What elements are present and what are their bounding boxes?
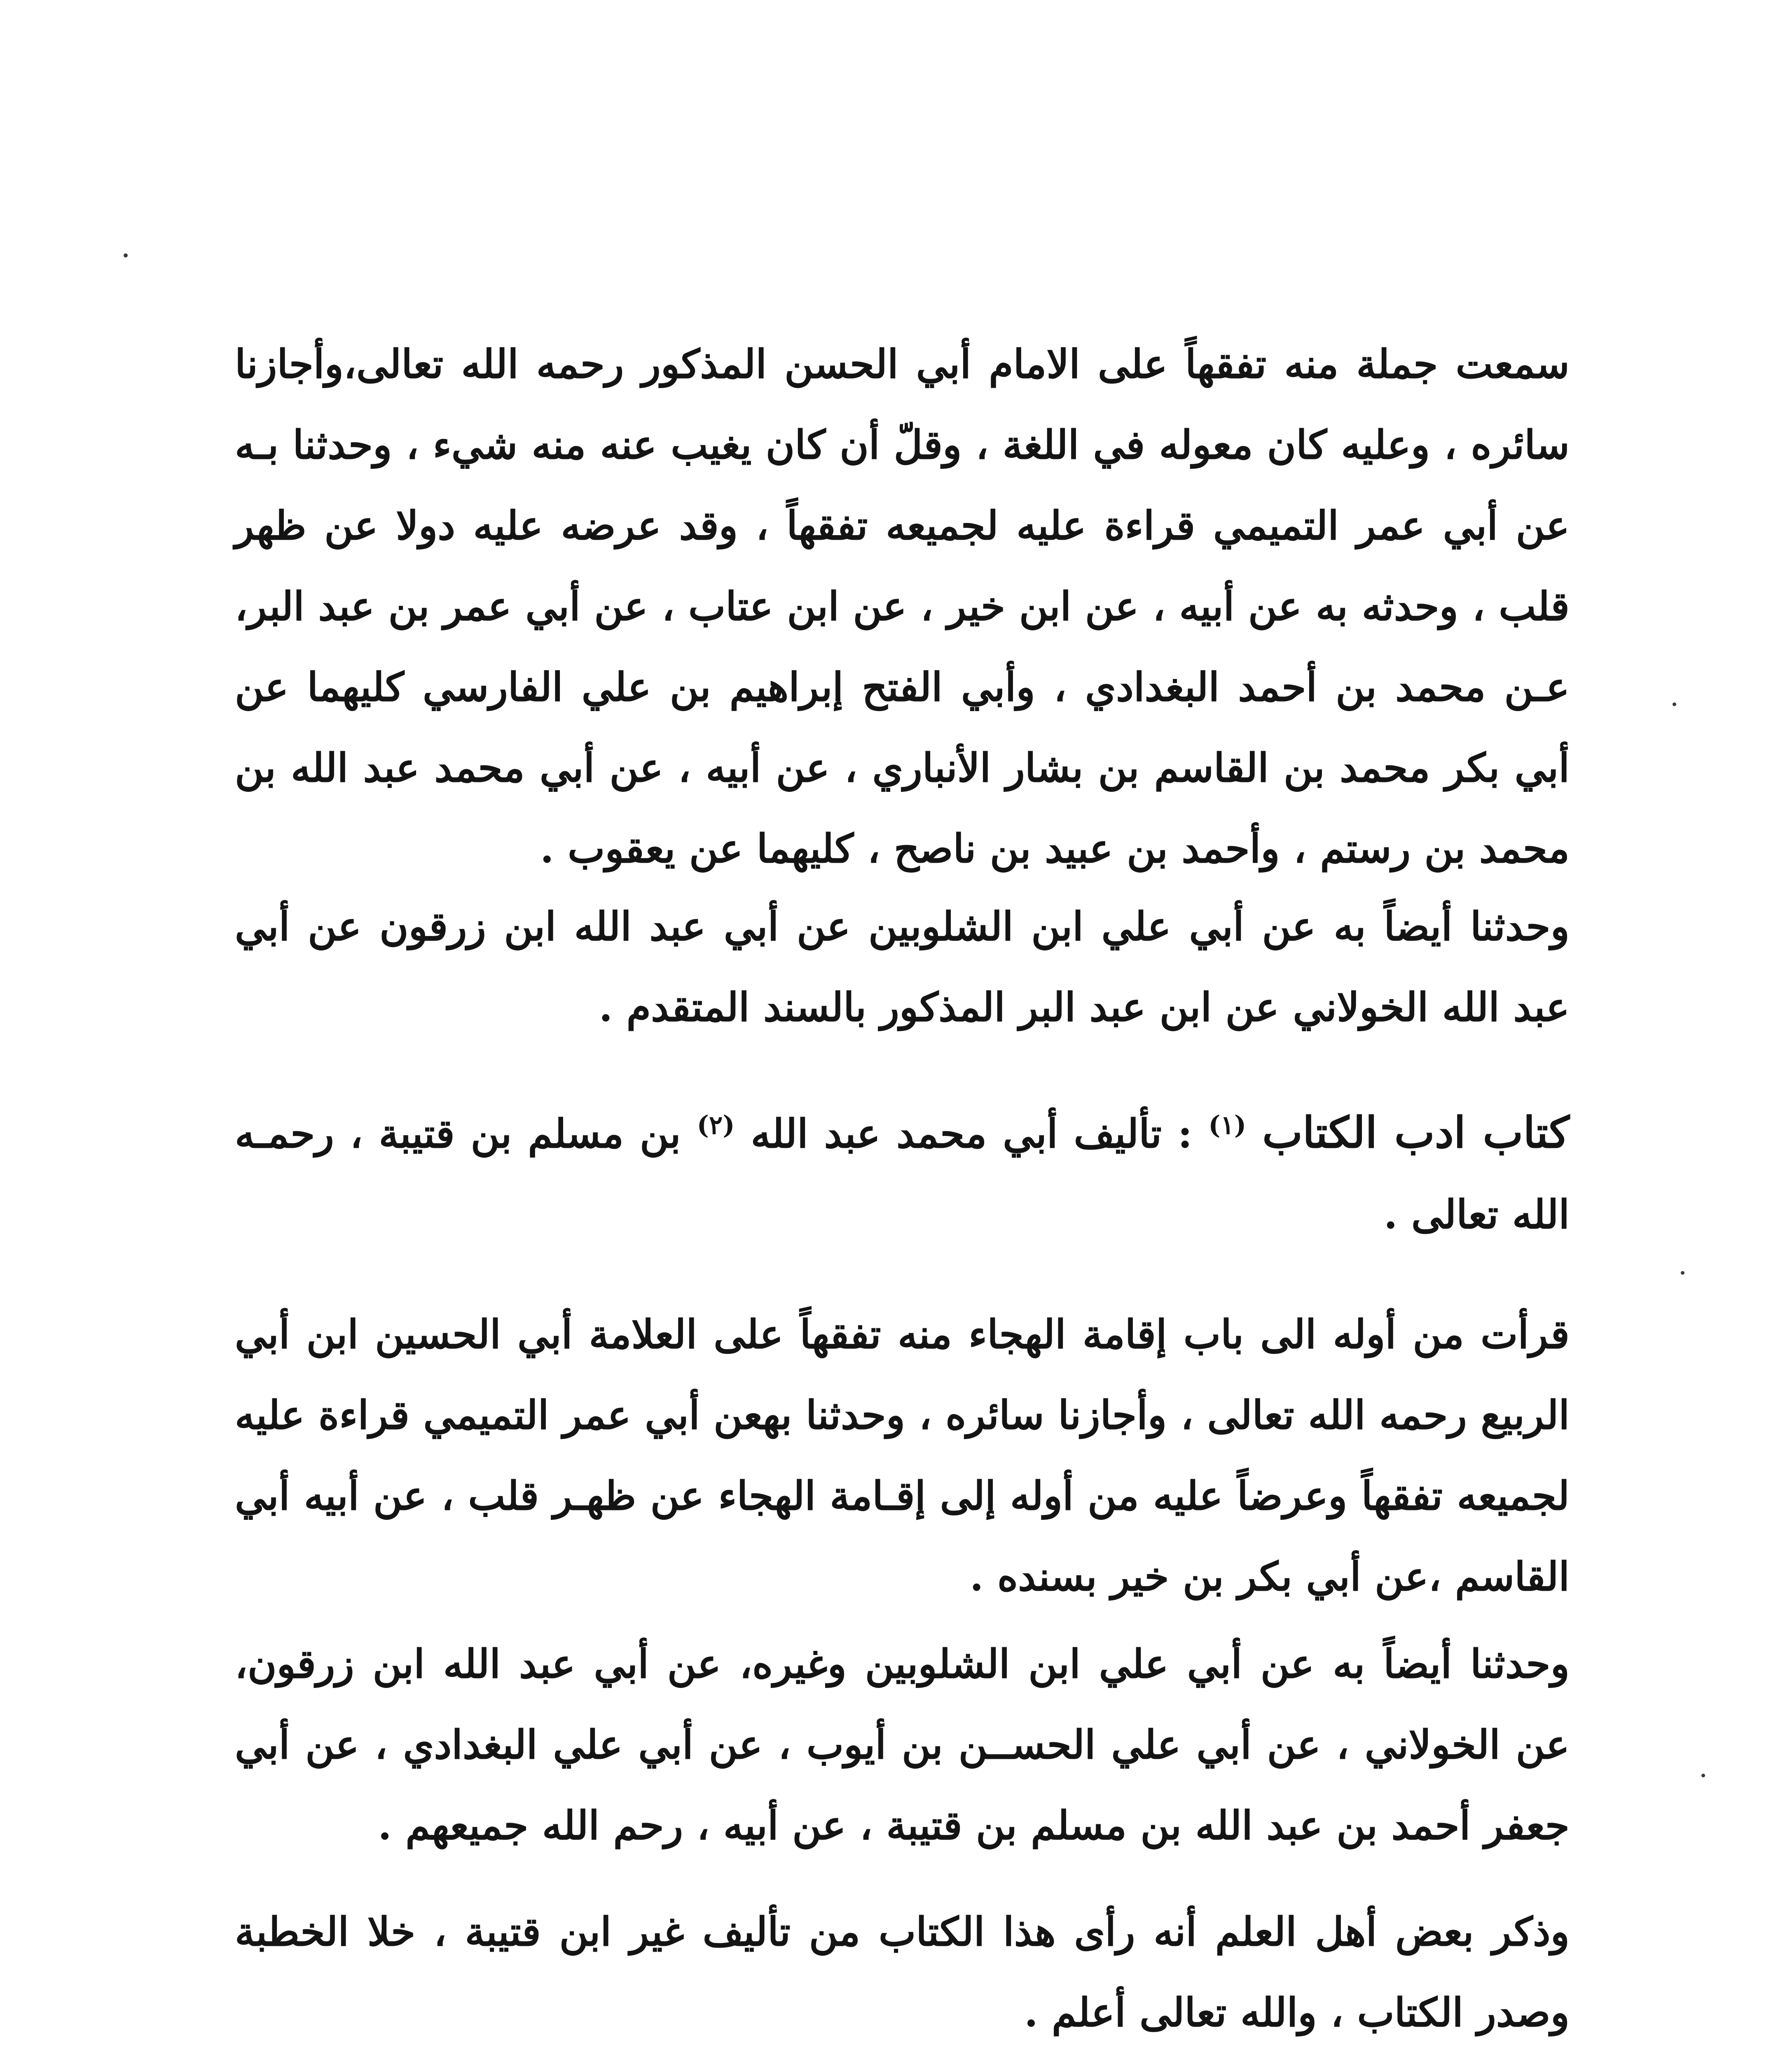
book-title: كتاب ادب الكتاب <box>1262 1107 1570 1158</box>
scan-speck <box>1681 1271 1684 1275</box>
paragraph-second-chain: وحدثنا أيضاً به عن أبي علي ابن الشلوبين وغيره، عن أبي عبد الله ابن زرقون، عن الخولاني ، عن أبي علي الحســن بن أيوب ، عن أبي علي البغدادي ، عن أبي جعفر أحمد بن عبد الله بن مسلم بن قتيبة ، عن أبيه ، رحم الله جميعهم . <box>235 1641 1570 1849</box>
footnote-ref-1: (١) <box>1208 1110 1247 1140</box>
footnote-ref-2: (٢) <box>697 1110 735 1140</box>
book-author-intro: : تأليف أبي محمد عبد الله <box>751 1110 1193 1157</box>
paragraph-authorship-note: وذكر بعض أهل العلم أنه رأى هذا الكتاب من تأليف غير ابن قتيبة ، خلا الخطبة وصدر الكتاب ، والله تعالى أعلم . <box>235 1908 1570 2036</box>
paragraph-book-heading <box>235 1092 1570 1255</box>
scan-speck <box>124 253 128 258</box>
scan-speck <box>1673 702 1676 706</box>
paragraph-chain-of-transmission: سمعت جملة منه تفقهاً على الامام أبي الحسن المذكور رحمه الله تعالى،وأجازنا سائره ، وعليه كان معوله في اللغة ، وقلّ أن كان يغيب عنه منه شيء ، وحدثنا بـه عن أبي عمر التميمي قراءة عليه لجميعه تفقهاً ، وقد عرضه عليه دولا عن ظهر قلب ، وحدثه به عن أبيه ، عن ابن خير ، عن ابن عتاب ، عن أبي عمر بن عبد البر، عـن محمد بن أحمد البغدادي ، وأبي الفتح إبراهيم بن علي الفارسي كليهما عن أبي بكر محمد بن القاسم بن بشار الأنباري ، عن أبيه ، عن أبي محمد عبد الله بن محمد بن رستم ، وأحمد بن عبيد بن ناصح ، كليهما عن يعقوب . <box>235 341 1570 872</box>
paragraph-reading-account: قرأت من أوله الى باب إقامة الهجاء منه تفقهاً على العلامة أبي الحسين ابن أبي الربيع رحمه الله تعالى ، وأجازنا سائره ، وحدثنا بهعن أبي عمر التميمي قراءة عليه لجميعه تفقهاً وعرضاً عليه من أوله إلى إقـامة الهجاء عن ظهـر قلب ، عن أبيه أبي القاسم ،عن أبي بكر بن خير بسنده . <box>235 1311 1570 1600</box>
scan-speck <box>1701 1774 1705 1777</box>
paragraph-additional-chain: وحدثنا أيضاً به عن أبي علي ابن الشلوبين عن أبي عبد الله ابن زرقون عن أبي عبد الله الخولاني عن ابن عبد البر المذكور بالسند المتقدم . <box>235 903 1570 1030</box>
book-author-rest: بن مسلم بن قتيبة ، رحمـه الله تعالى . <box>235 1110 1570 1238</box>
